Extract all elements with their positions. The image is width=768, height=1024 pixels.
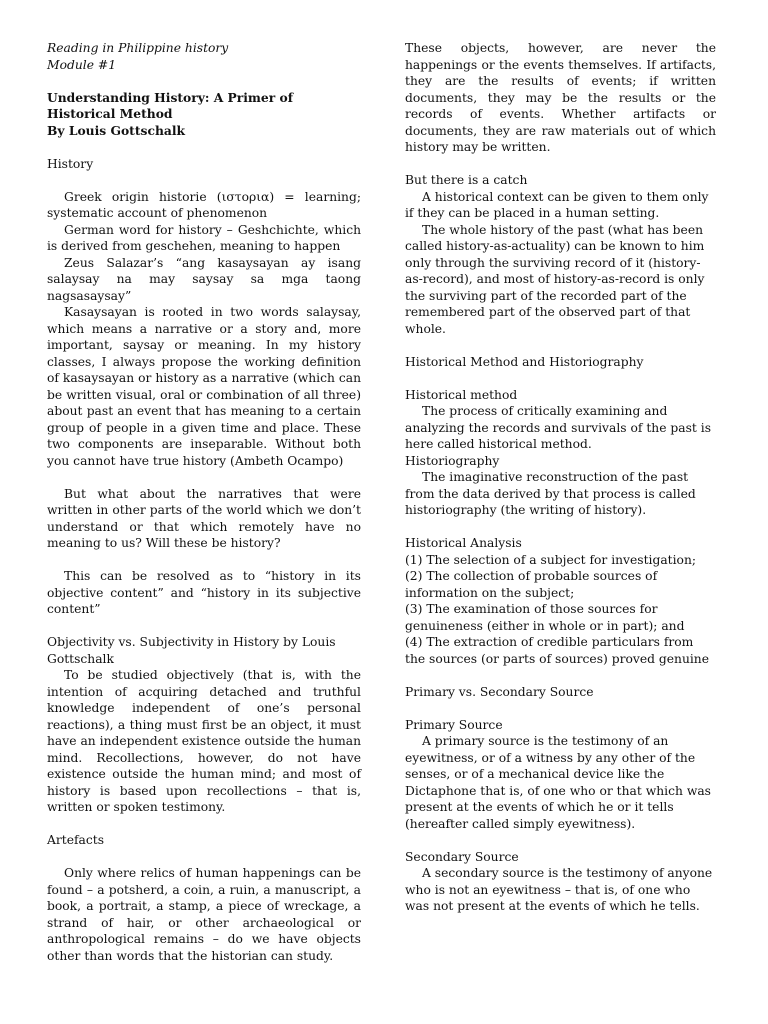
spacer (47, 618, 361, 635)
spacer (405, 832, 716, 849)
left-column (47, 40, 361, 964)
spacer (47, 552, 361, 569)
spacer (47, 139, 361, 156)
spacer (47, 73, 361, 90)
heading-history: History (47, 156, 94, 171)
list-item: (1) The selection of a subject for investigation; (405, 552, 697, 567)
heading-method-historiography: Historical Method and Historiography (405, 354, 644, 369)
paragraph-zeus-salazar: Zeus Salazar’s “ang kasaysayan ay isang salaysay na may saysay sa mga taong nagsasaysay” (47, 255, 361, 303)
heading-objectivity: Objectivity vs. Subjectivity in History by Louis Gottschalk (47, 635, 336, 666)
document-author: By Louis Gottschalk (47, 122, 186, 138)
paragraph-objects: These objects, however, are never the happenings or the events themselves. If artifacts, they are the results of events; if written documents, they may be the results or the records of events. Whether artifacts or documents, they are raw materials out of which history may be written. (405, 41, 716, 154)
document-title: Understanding History: A Primer of Historical Method (47, 89, 294, 121)
list-item: (4) The extraction of credible particulars from the sources (or parts of sources) proved genuine (405, 635, 710, 666)
paragraph-resolved: This can be resolved as to “history in its objective content” and “history in its subjective content” (47, 569, 361, 616)
heading-historiography: Historiography (405, 453, 500, 468)
spacer (405, 156, 716, 173)
heading-artefacts: Artefacts (47, 833, 104, 847)
heading-primary-vs-secondary: Primary vs. Secondary Source (405, 684, 594, 699)
heading-historical-method: Historical method (405, 387, 518, 402)
paragraph-whole-history: The whole history of the past (what has been called history-as-actuality) can be known to him only through the surviving record of it (history-as-record), and most of history-as-record is only the surviving part of the recorded part of the remembered part of the observed part of that whole. (405, 222, 705, 336)
heading-primary-source: Primary Source (405, 717, 503, 732)
list-item: (3) The examination of those sources for genuineness (either in whole or in part); and (405, 602, 685, 633)
spacer (405, 700, 716, 717)
right-column (405, 40, 716, 915)
module-number: Module #1 (47, 57, 117, 72)
spacer (47, 172, 361, 189)
paragraph-relics: Only where relics of human happenings can be found – a potsherd, a coin, a ruin, a manuscript, a book, a portrait, a stamp, a piece of wreckage, a strand of hair, or other archaeological or anthropological remains – do we have objects other than words that the historian can study. (47, 866, 361, 963)
spacer (405, 667, 716, 684)
paragraph-narratives-question: But what about the narratives that were written in other parts of the world which we don’t understand or that which remotely have no meaning to us? Will these be history? (47, 486, 361, 550)
paragraph-historical-context: A historical context can be given to them only if they can be placed in a human setting. (405, 189, 709, 220)
spacer (47, 469, 361, 486)
spacer (47, 849, 361, 866)
spacer (405, 519, 716, 536)
paragraph-studied-objectively: To be studied objectively (that is, with the intention of acquiring detached and truthful knowledge independent of one’s personal reactions), a thing must first be an object, it must have an independent existence outside the human mind. Recollections, however, do not have existence outside the human mind; and most of history is based upon recollections – that is, written or spoken testimony. (47, 668, 361, 814)
heading-catch: But there is a catch (405, 173, 528, 187)
course-title: Reading in Philippine history (47, 41, 229, 55)
paragraph-primary-source: A primary source is the testimony of an eyewitness, or of a witness by any other of the senses, or of a mechanical device like the Dictaphone that is, of one who or that which was present at the events of which he or it tells (hereafter called simply eyewitness). (405, 734, 711, 831)
spacer (405, 337, 716, 354)
list-item: (2) The collection of probable sources of information on the subject; (405, 569, 658, 600)
spacer (47, 816, 361, 833)
paragraph-secondary-source: A secondary source is the testimony of anyone who is not an eyewitness – that is, of one who was not present at the events of which he tells. (405, 866, 713, 913)
paragraph-historiography: The imaginative reconstruction of the past from the data derived by that process is called historiography (the writing of history). (405, 470, 696, 517)
heading-historical-analysis: Historical Analysis (405, 536, 522, 550)
paragraph-kasaysayan: Kasaysayan is rooted in two words salaysay, which means a narrative or a story and, more important, saysay or meaning. In my history classes, I always propose the working definition of kasaysayan or history as a narrative (which can be written visual, oral or combination of all three) about past an event that has meaning to a certain group of people in a given time and place. These two components are inseparable. Without both you cannot have true history (Ambeth Ocampo) (47, 305, 361, 468)
paragraph-historical-method: The process of critically examining and analyzing the records and survivals of the past is here called historical method. (405, 404, 712, 451)
heading-secondary-source: Secondary Source (405, 849, 519, 864)
paragraph-greek-origin: Greek origin historie (ιστορια) = learning; systematic account of phenomenon (47, 189, 361, 220)
paragraph-german-word: German word for history – Geshchichte, which is derived from geschehen, meaning to happen (47, 222, 361, 253)
spacer (405, 370, 716, 387)
